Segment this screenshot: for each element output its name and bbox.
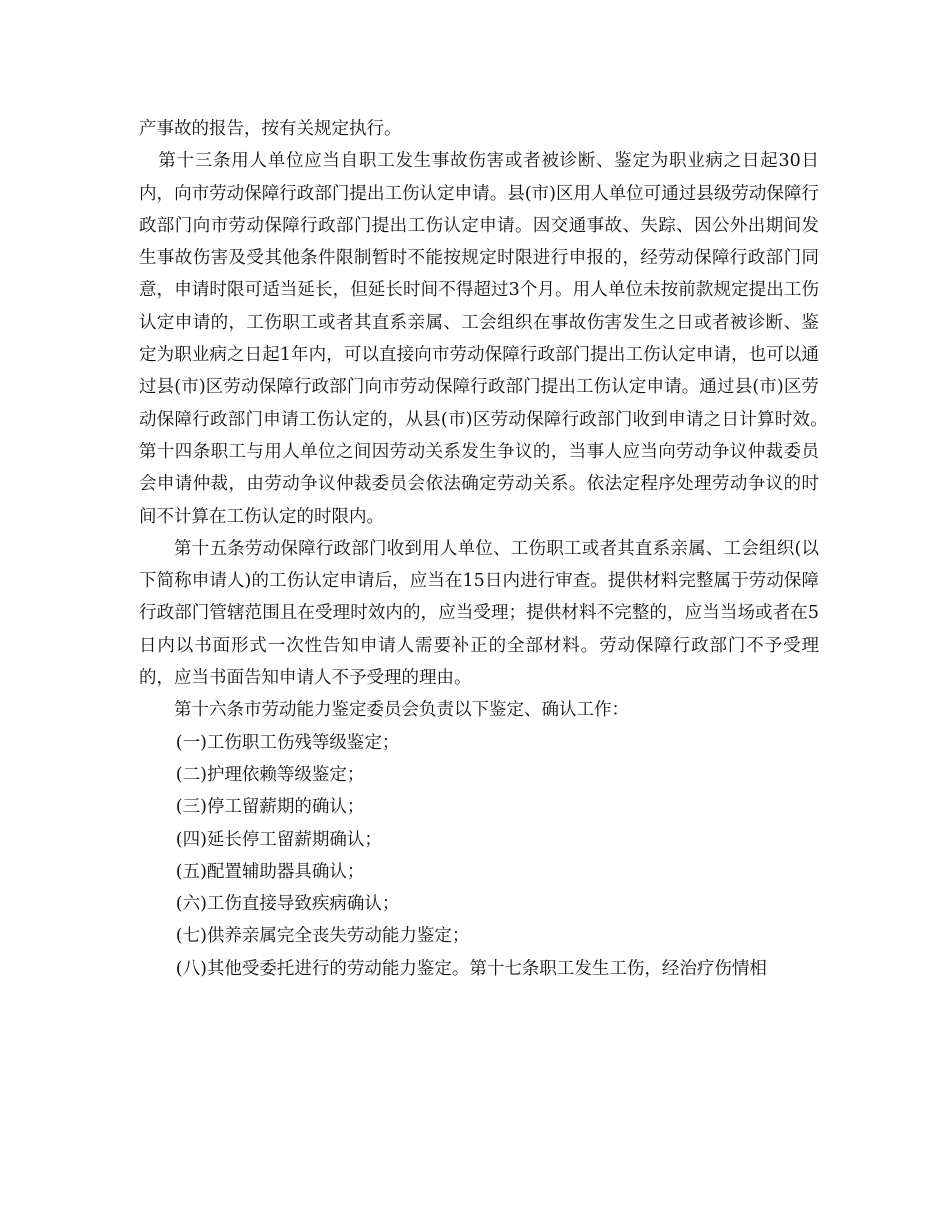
list-item: (一)工伤职工伤残等级鉴定； [175, 732, 400, 753]
list-item: (二)护理依赖等级鉴定； [175, 764, 365, 785]
list-item: (三)停工留薪期的确认； [175, 797, 365, 818]
list-item: (八)其他受委托进行的劳动能力鉴定。第十七条职工发生工伤，经治疗伤情相 [175, 958, 767, 979]
paragraph-article-15: 第十五条劳动保障行政部门收到用人单位、工伤职工或者其直系亲属、工会组织(以下简称申请人)的工伤认定申请后，应当在15日内进行审查。提供材料完整属于劳动保障行政部门管辖范围且在受理时效内的，应当受理；提供材料不完整的，应当当场或者在5日内以书面形式一次性告知申请人需要补正的全部材料。劳动保障行政部门不予受理的，应当书面告知申请人不予受理的理由。 [139, 538, 819, 689]
list-item: (五)配置辅助器具确认； [175, 861, 365, 882]
document-body [139, 113, 854, 985]
paragraph-continuation: 产事故的报告，按有关规定执行。 [139, 119, 402, 139]
paragraph-article-16: 第十六条市劳动能力鉴定委员会负责以下鉴定、确认工作： [174, 700, 629, 721]
list-item: (七)供养亲属完全丧失劳动能力鉴定； [175, 926, 470, 947]
list-item: (六)工伤直接导致疾病确认； [175, 894, 400, 915]
paragraph-article-13-14: 第十三条用人单位应当自职工发生事故伤害或者被诊断、鉴定为职业病之日起30日内，向市劳动保障行政部门提出工伤认定申请。县(市)区用人单位可通过县级劳动保障行政部门向市劳动保障行政部门提出工伤认定申请。因交通事故、失踪、因公外出期间发生事故伤害及受其他条件限制暂时不能按规定时限进行申报的，经劳动保障行政部门同意，申请时限可适当延长，但延长时间不得超过3个月。用人单位未按前款规定提出工伤认定申请的，工伤职工或者其直系亲属、工会组织在事故伤害发生之日或者被诊断、鉴定为职业病之日起1年内，可以直接向市劳动保障行政部门提出工伤认定申请，也可以通过县(市)区劳动保障行政部门向市劳动保障行政部门提出工伤认定申请。通过县(市)区劳动保障行政部门申请工伤认定的，从县(市)区劳动保障行政部门收到申请之日计算时效。 第十四条职工与用人单位之间因劳动关系发生争议的，当事人应当向劳动争议仲裁委员会申请仲裁，由劳动争议仲裁委员会依法确定劳动关系。依法定程序处理劳动争议的时间不计算在工伤认定的时限内。 [139, 151, 854, 527]
list-item: (四)延长停工留薪期确认； [175, 829, 382, 850]
